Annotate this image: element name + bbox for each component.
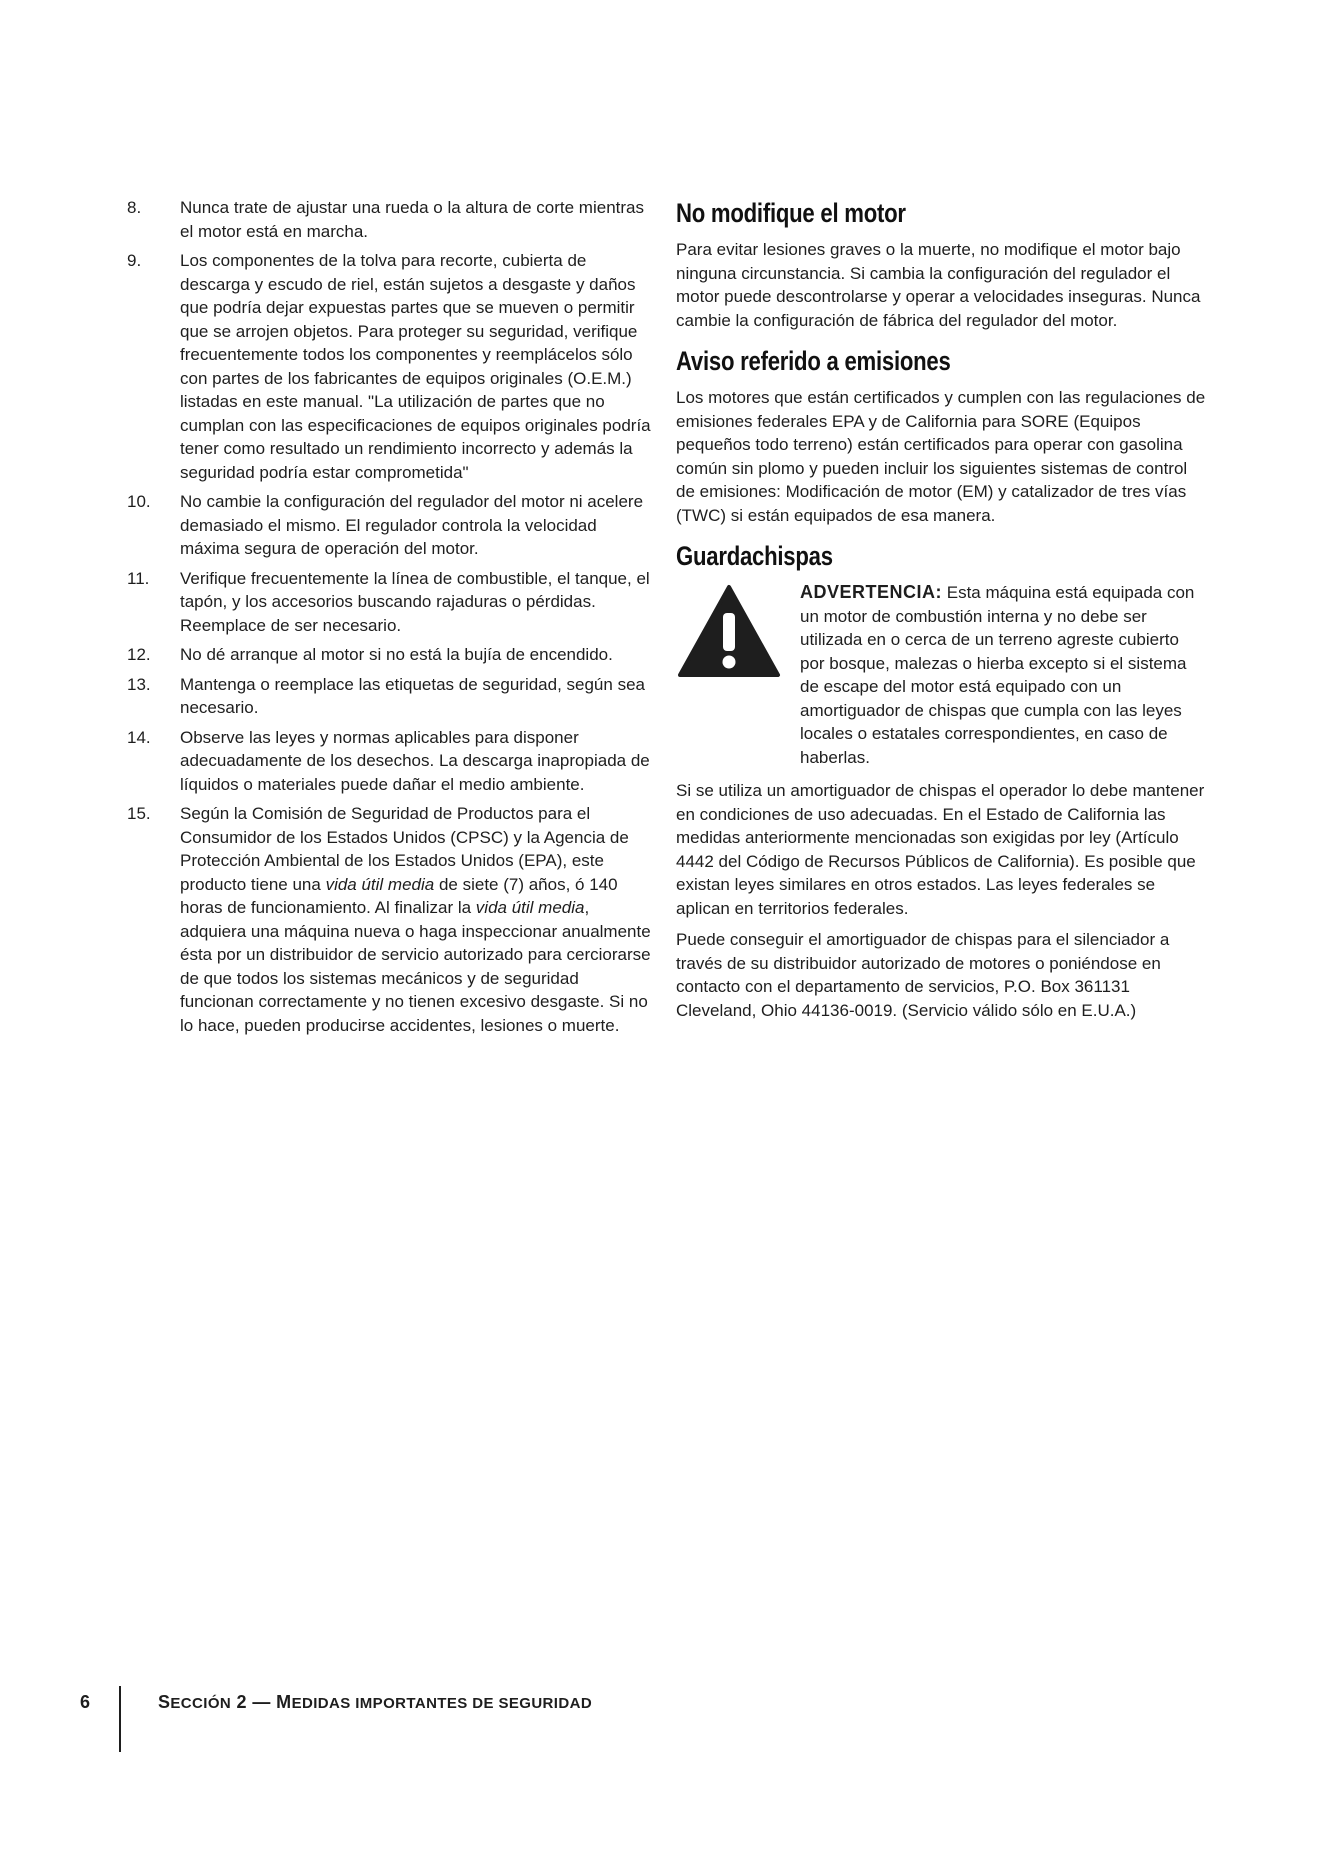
item-text: Mantenga o reemplace las etiquetas de seguridad, según sea necesario. xyxy=(180,674,645,717)
page-number: 6 xyxy=(80,1692,91,1712)
contact-paragraph: Puede conseguir el amortiguador de chispas para el silenciador a través de su distribuidor autorizado de motores o poniéndose en contacto con el departamento de servicios, P.O. Box 361131 Cleveland, Ohio 44136-0019. (Servicio válido sólo en E.U.A.) xyxy=(676,930,1170,1020)
list-item xyxy=(127,567,655,638)
item-text: No cambie la configuración del regulador del motor ni acelere demasiado el mismo. El regulador controla la velocidad máxima segura de operación del motor. xyxy=(180,492,644,558)
list-item xyxy=(127,643,655,667)
list-item xyxy=(127,726,655,797)
footer-divider xyxy=(119,1686,121,1752)
motor-paragraph: Para evitar lesiones graves o la muerte, no modifique el motor bajo ninguna circunstancia. Si cambia la configuración del regulador el motor puede descontrolarse y operar a velocidades inseguras. Nunca cambie la configuración de fábrica del regulador del motor. xyxy=(676,240,1201,330)
item-text: Verifique frecuentemente la línea de combustible, el tanque, el tapón, y los accesorios buscando rajaduras o pérdidas. Reemplace de ser necesario. xyxy=(180,568,650,635)
item-number: 8. xyxy=(127,198,142,217)
section-title-part: EDIDAS IMPORTANTES DE SEGURIDAD xyxy=(291,1695,593,1712)
warning-body: Esta máquina está equipada con un motor de combustión interna y no debe ser utilizada en o cerca de un terreno agreste cubierto por bosque, malezas o hierba excepto si el sistema de escape del motor está equipado con un amortiguador de chispas que cumpla con las leyes locales o estatales correspondientes, en caso de haberlas. xyxy=(800,583,1195,767)
section-title-part: S xyxy=(158,1692,171,1712)
item-text-part: de siete (7) años, ó 140 horas de funcionamiento. Al finalizar la xyxy=(180,874,618,917)
item-number: 11. xyxy=(127,568,150,588)
item-number: 12. xyxy=(127,645,151,664)
item-number: 9. xyxy=(127,251,142,270)
list-item xyxy=(127,490,655,561)
spark-arrester-paragraph: Si se utiliza un amortiguador de chispas el operador lo debe mantener en condiciones de uso adecuadas. En el Estado de California las medidas anteriormente mencionadas son exigidas por ley (Artículo 4442 del Código de Recursos Públicos de California). Es posible que existan leyes similares en otros estados. Las leyes federales se aplican en territorios federales. xyxy=(676,781,1205,918)
safety-list xyxy=(127,196,655,1043)
section-title-part: M xyxy=(276,1692,292,1712)
motor-heading: No modifique el motor xyxy=(676,198,906,228)
list-item xyxy=(127,802,655,1037)
warning-block xyxy=(676,581,1206,769)
warning-triangle-icon xyxy=(676,583,782,679)
warning-text xyxy=(800,581,1206,769)
list-item xyxy=(127,673,655,720)
item-text: Observe las leyes y normas aplicables para disponer adecuadamente de los desechos. La descarga inapropiada de líquidos o materiales puede dañar el medio ambiente. xyxy=(180,727,650,794)
item-text: Los componentes de la tolva para recorte, cubierta de descarga y escudo de riel, están sujetos a desgaste y daños que podría dejar expuestas partes que se mueven o permitir que se arrojen objetos. Para proteger su seguridad, verifique frecuentemente todos los componentes y reemplácelos sólo con partes de los fabricantes de equipos originales (O.E.M.) listadas en este manual. "La utilización de partes que no cumplan con las especificaciones de equipos originales podría tener como resultado un rendimiento incorrecto y además la seguridad podría estar comprometida" xyxy=(180,251,651,482)
emisiones-paragraph: Los motores que están certificados y cumplen con las regulaciones de emisiones federales EPA y de California para SORE (Equipos pequeños todo terreno) están certificados para operar con gasolina común sin plomo y pueden incluir los siguientes sistemas de control de emisiones: Modificación de motor (EM) y catalizador de tres vías (TWC) si están equipados de esa manera. xyxy=(676,388,1206,525)
item-text: No dé arranque al motor si no está la bujía de encendido. xyxy=(180,645,613,664)
warning-label: ADVERTENCIA: xyxy=(800,582,943,602)
section-title xyxy=(158,1692,592,1713)
item-text-part: , adquiera una máquina nueva o haga inspeccionar anualmente ésta por un distribuidor de servicio autorizado para cerciorarse de que todos los sistemas mecánicos y de seguridad funcionan correctamente y no tienen excesivo desgaste. Si no lo hace, pueden producirse accidentes, lesiones o muerte. xyxy=(180,898,651,1035)
item-number: 14. xyxy=(127,727,151,747)
item-text-emphasis: vida útil media xyxy=(475,898,585,917)
item-text: Nunca trate de ajustar una rueda o la altura de corte mientras el motor está en marcha. xyxy=(180,198,644,241)
item-number: 15. xyxy=(127,804,151,823)
item-text xyxy=(180,802,655,1037)
item-text-part: Según la Comisión de Seguridad de Productos para el Consumidor de los Estados Unidos (CPSC) y la Agencia de Protección Ambiental de los Estados Unidos (EPA), este producto tiene una xyxy=(180,804,629,894)
right-column xyxy=(676,196,1206,1030)
list-item xyxy=(127,249,655,484)
guardachispas-heading: Guardachispas xyxy=(676,541,833,571)
item-number: 10. xyxy=(127,492,151,511)
section-title-part: 2 — xyxy=(231,1692,277,1712)
item-number: 13. xyxy=(127,674,151,694)
emisiones-heading: Aviso referido a emisiones xyxy=(676,346,951,376)
section-title-part: ECCIÓN xyxy=(170,1695,232,1712)
item-text-emphasis: vida útil media xyxy=(325,874,435,894)
list-item xyxy=(127,196,655,243)
